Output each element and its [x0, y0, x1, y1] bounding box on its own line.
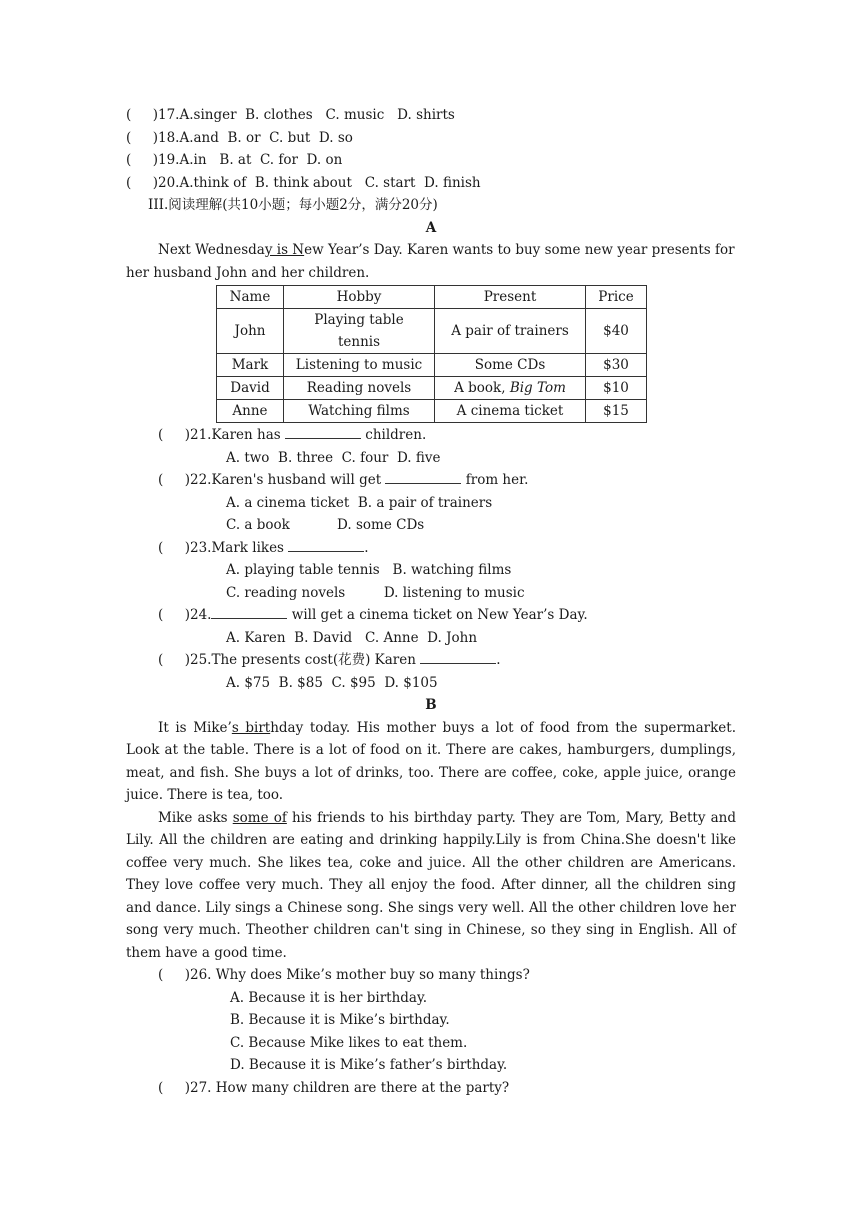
- answer-bracket[interactable]: ( ): [126, 107, 158, 123]
- paragraph-text: It is Mike’: [158, 719, 232, 736]
- table-header: Name: [217, 286, 284, 309]
- table-cell: [284, 309, 435, 354]
- answer-blank[interactable]: [288, 537, 364, 552]
- table-cell: Watching films: [284, 400, 435, 423]
- document-page: [126, 104, 736, 1099]
- underlined-text: some of: [232, 809, 287, 826]
- question-21-options: A. two B. three C. four D. five: [226, 449, 441, 466]
- question-stem: ( )24.: [158, 607, 212, 623]
- table-cell: David: [217, 377, 284, 400]
- answer-bracket[interactable]: ( ): [126, 174, 158, 191]
- question-27: ( )27. How many children are there at the party?: [158, 1079, 510, 1096]
- table-row: [217, 400, 647, 423]
- passage-b-paragraph-1: [126, 717, 736, 807]
- table-cell: $40: [586, 309, 647, 354]
- question-stem: .: [364, 539, 369, 556]
- section-heading: III.阅读理解(共10小题；每小题2分，满分20分): [148, 197, 438, 213]
- table-cell: Anne: [217, 400, 284, 423]
- table-cell: A cinema ticket: [435, 400, 586, 423]
- cell-text: tennis: [337, 334, 381, 350]
- table-row: [217, 354, 647, 377]
- passage-a-intro-line-2: her husband John and her children.: [126, 264, 370, 281]
- paragraph-text: Mike asks: [158, 809, 233, 826]
- table-row: [217, 377, 647, 400]
- question-stem: ( )22.Karen's husband will get: [158, 472, 386, 488]
- question-stem: will get a cinema ticket on New Year’s Day.: [287, 607, 588, 623]
- table-cell: A pair of trainers: [435, 309, 586, 354]
- table-row: [217, 309, 647, 354]
- table-cell: Reading novels: [284, 377, 435, 400]
- question-stem: ( )21.Karen has: [158, 427, 285, 443]
- question-23-options: A. playing table tennis B. watching films: [226, 562, 512, 578]
- paragraph-text: hday today. His mother buys a lot of food from the supermarket. Look at the table. There is a lot of food on it. There are cakes, hamburgers, dumplings, meat, and fish. She buys a lot of drinks, too. There are coffee, coke, apple juice, orange juice. There is tea, too.: [126, 719, 736, 803]
- intro-text: Next Wednesda: [158, 242, 265, 258]
- table-cell: Some CDs: [435, 354, 586, 377]
- question-24: [126, 604, 736, 627]
- question-22-options: A. a cinema ticket B. a pair of trainers: [226, 494, 493, 511]
- paragraph-text: his friends to his birthday party. They are Tom, Mary, Betty and Lily. All the children are eating and drinking happily.Lily is from China.She doesn't like coffee very much. She likes tea, coke and juice. All the other children are Americans. They love coffee very much. They all enjoy the food. After dinner, all the children sing and dance. Lily sings a Chinese song. She sings very well. All the other children love her song very much. Theother children can't sing in Chinese, so they sing in English. All of them have a good time.: [126, 809, 736, 961]
- answer-blank[interactable]: [420, 649, 496, 664]
- answer-bracket[interactable]: ( ): [126, 129, 158, 146]
- table-cell: $10: [586, 377, 647, 400]
- question-18: [126, 127, 736, 150]
- question-26-option: B. Because it is Mike’s birthday.: [230, 1012, 450, 1028]
- question-24-options: A. Karen B. David C. Anne D. John: [226, 629, 478, 646]
- passage-a-intro-line-1: [126, 239, 736, 262]
- table-header: Price: [586, 286, 647, 309]
- question-stem: .: [496, 652, 501, 668]
- question-23-options: C. reading novels D. listening to music: [226, 584, 525, 601]
- table-cell: $30: [586, 354, 647, 377]
- question-26-option: A. Because it is her birthday.: [230, 989, 428, 1006]
- answer-blank[interactable]: [385, 469, 461, 484]
- question-stem: from her.: [461, 472, 529, 488]
- question-stem: children.: [360, 427, 427, 443]
- passage-a-label: A: [425, 219, 437, 236]
- table-header: Present: [435, 286, 586, 309]
- question-26-option: C. Because Mike likes to eat them.: [230, 1034, 468, 1051]
- question-17: [126, 104, 736, 127]
- question-text: 20.A.think of B. think about C. start D. finish: [158, 174, 481, 191]
- question-stem: ( )25.The presents cost(花费) Karen: [158, 652, 421, 668]
- question-stem: ( )23.Mark likes: [158, 539, 289, 556]
- passage-b-label: B: [425, 697, 437, 713]
- question-22-options: C. a book D. some CDs: [226, 517, 425, 533]
- question-text: 18.A.and B. or C. but D. so: [158, 129, 353, 146]
- table-cell: $15: [586, 400, 647, 423]
- question-text: 17.A.singer B. clothes C. music D. shirts: [158, 107, 455, 123]
- table-cell: John: [217, 309, 284, 354]
- underlined-text: s birt: [231, 719, 271, 736]
- presents-table: [216, 285, 647, 423]
- question-text: 19.A.in B. at C. for D. on: [158, 152, 343, 168]
- intro-text: ew Year’s Day. Karen wants to buy some new year presents for: [304, 242, 735, 258]
- question-26-option: D. Because it is Mike’s father’s birthday.: [230, 1057, 508, 1073]
- question-25-options: A. $75 B. $85 C. $95 D. $105: [226, 674, 438, 691]
- cell-text: Playing table: [314, 312, 404, 328]
- question-26: ( )26. Why does Mike’s mother buy so many things?: [158, 967, 530, 983]
- question-21: [126, 424, 736, 447]
- cell-text: A book,: [454, 380, 510, 396]
- table-cell: Mark: [217, 354, 284, 377]
- question-25: [126, 649, 736, 672]
- question-19: [126, 149, 736, 172]
- table-header-row: [217, 286, 647, 309]
- answer-blank[interactable]: [285, 424, 361, 439]
- book-title: Big Tom: [509, 380, 566, 396]
- table-header: Hobby: [284, 286, 435, 309]
- table-cell: [435, 377, 586, 400]
- answer-blank[interactable]: [211, 604, 287, 619]
- question-23: [126, 537, 736, 560]
- table-cell: Listening to music: [284, 354, 435, 377]
- underlined-text: y is N: [264, 242, 305, 258]
- question-20: [126, 172, 736, 195]
- answer-bracket[interactable]: ( ): [126, 152, 158, 168]
- question-22: [126, 469, 736, 492]
- passage-b-paragraph-2: [126, 807, 736, 965]
